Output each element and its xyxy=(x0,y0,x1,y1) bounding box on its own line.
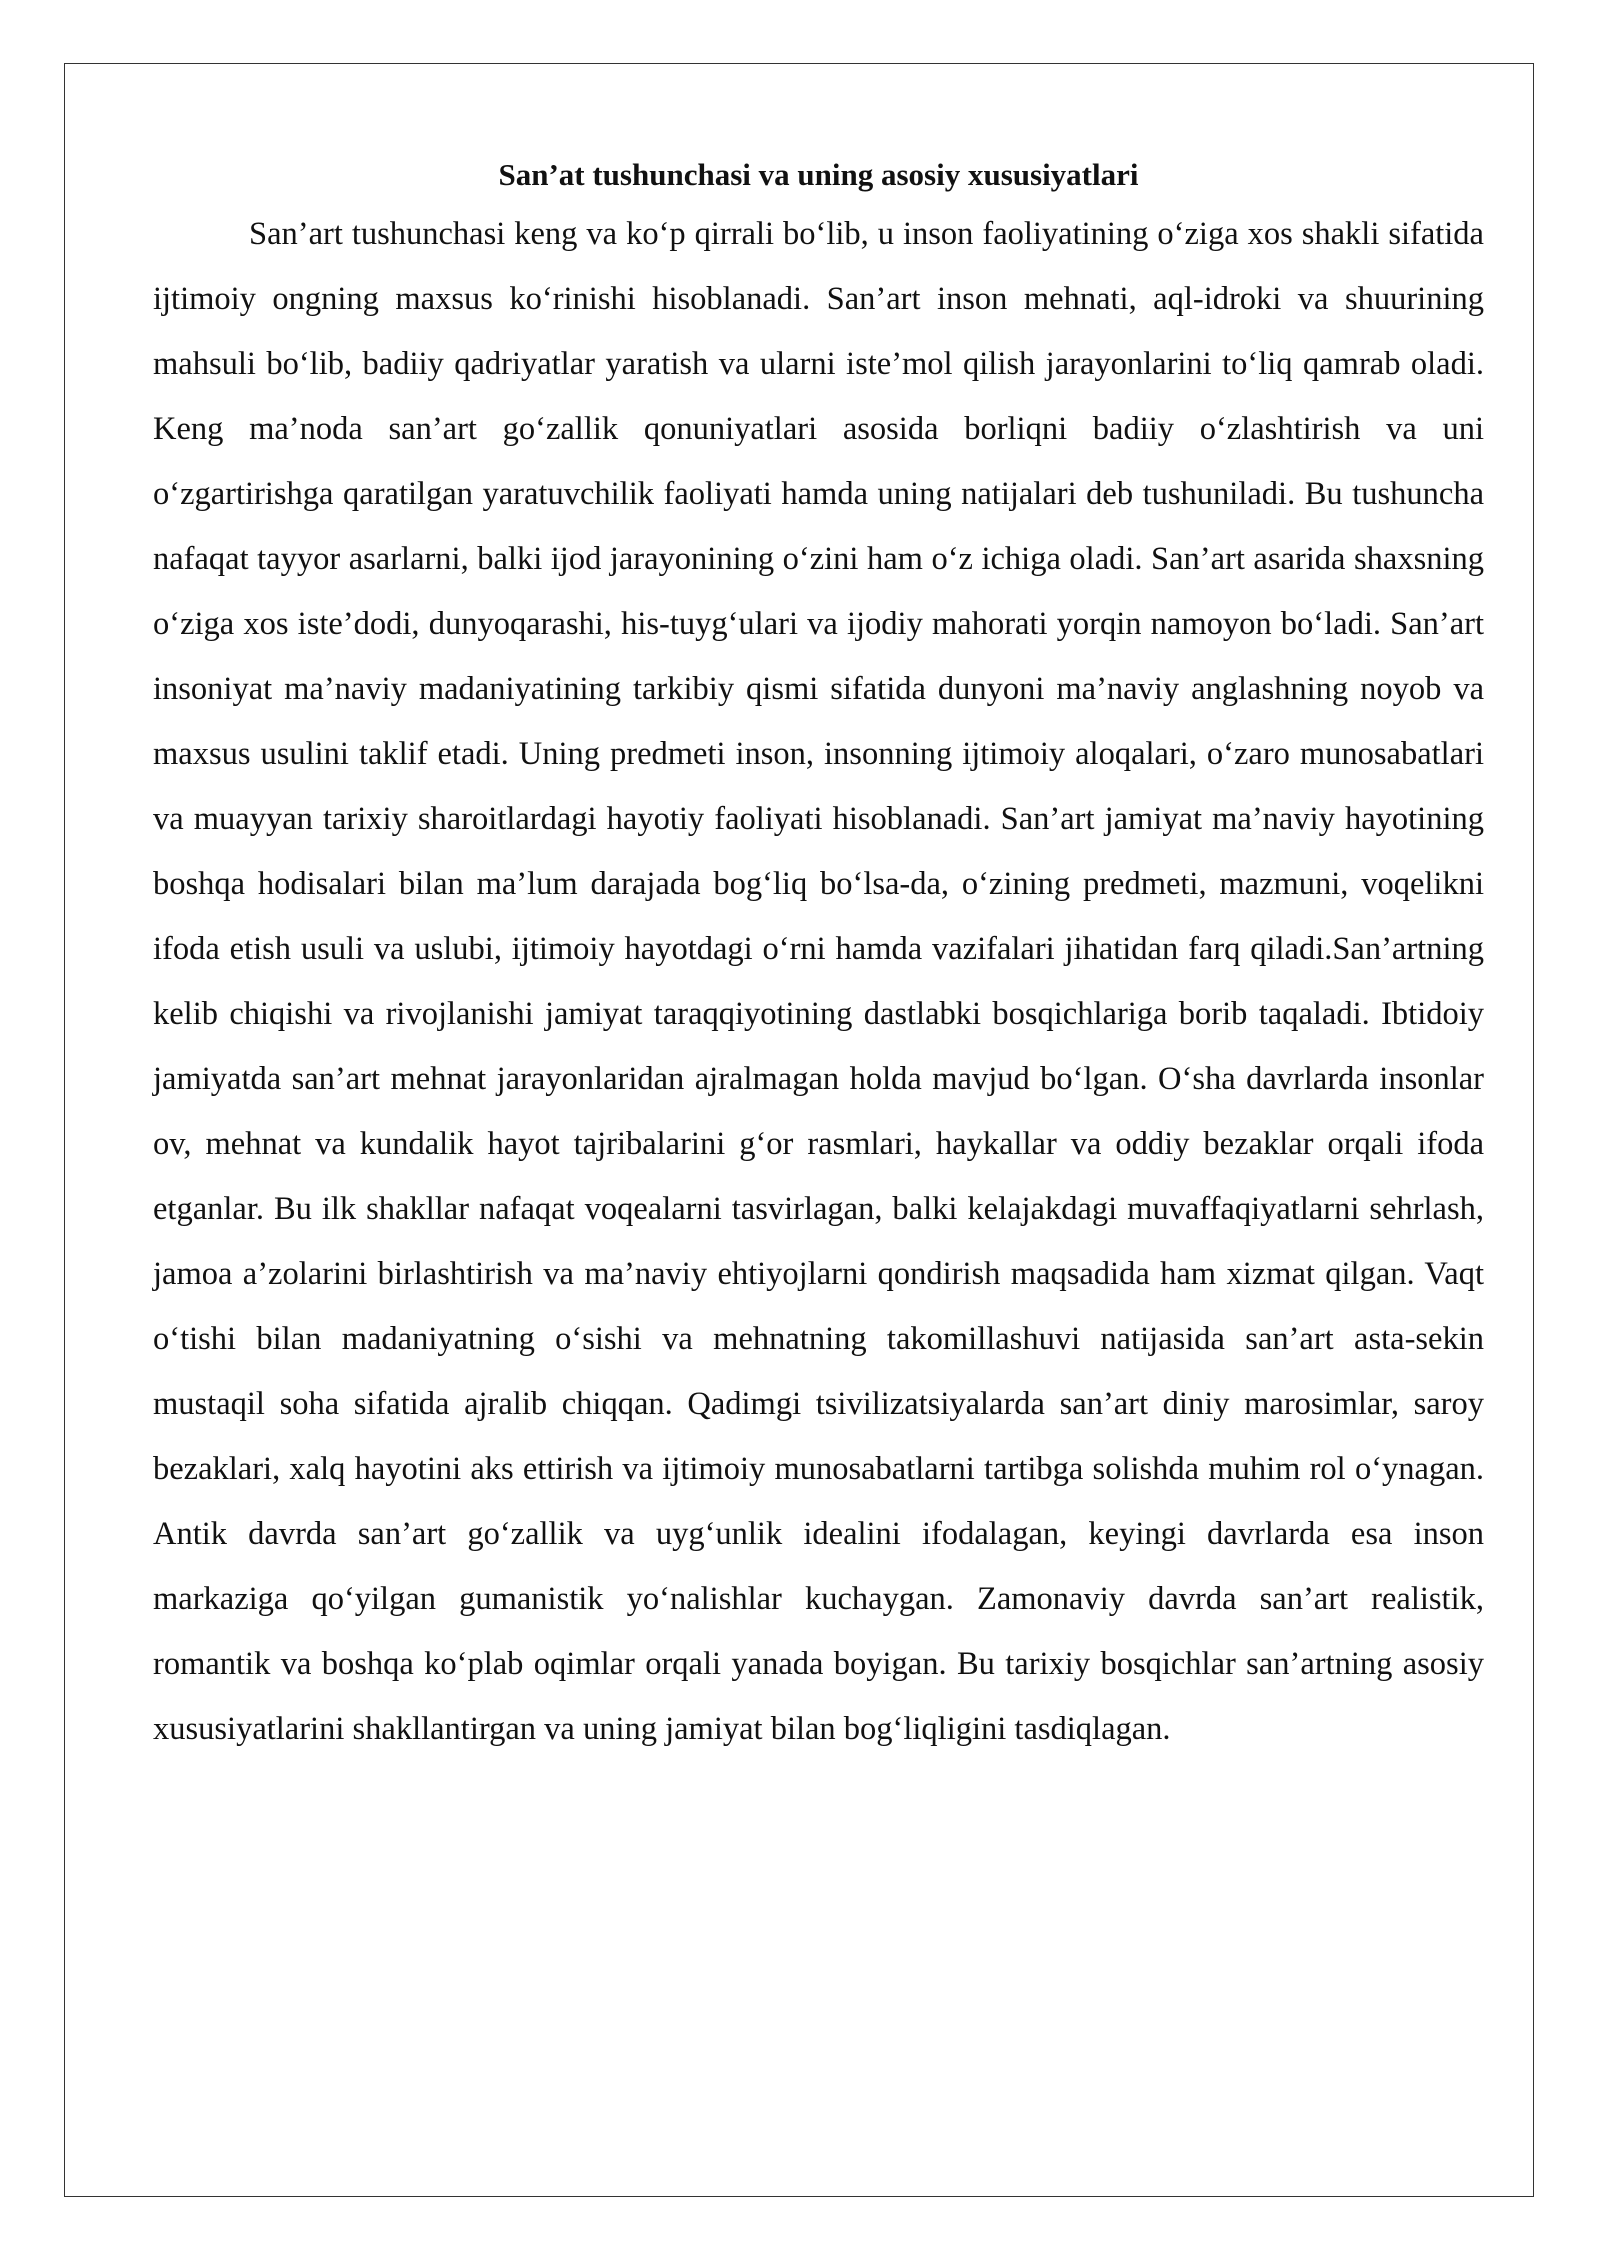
document-title: San’at tushunchasi va uning asosiy xususiyatlari xyxy=(498,157,1139,192)
document-body xyxy=(153,148,1484,1762)
body-paragraph: San’art tushunchasi keng va ko‘p qirrali bo‘lib, u inson faoliyatining o‘ziga xos shakli sifatida ijtimoiy ongning maxsus ko‘rinishi hisoblanadi. San’art inson mehnati, aql-idroki va shuurining mahsuli bo‘lib, badiiy qadriyatlar yaratish va ularni iste’mol qilish jarayonlarini to‘liq qamrab oladi. Keng ma’noda san’art go‘zallik qonuniyatlari asosida borliqni badiiy o‘zlashtirish va uni o‘zgartirishga qaratilgan yaratuvchilik faoliyati hamda uning natijalari deb tushuniladi. Bu tushuncha nafaqat tayyor asarlarni, balki ijod jarayonining o‘zini ham o‘z ichiga oladi. San’art asarida shaxsning o‘ziga xos iste’dodi, dunyoqarashi, his-tuyg‘ulari va ijodiy mahorati yorqin namoyon bo‘ladi. San’art insoniyat ma’naviy madaniyatining tarkibiy qismi sifatida dunyoni ma’naviy anglashning noyob va maxsus usulini taklif etadi. Uning predmeti inson, insonning ijtimoiy aloqalari, o‘zaro munosabatlari va muayyan tarixiy sharoitlardagi hayotiy faoliyati hisoblanadi. San’art jamiyat ma’naviy hayotining boshqa hodisalari bilan ma’lum darajada bog‘liq bo‘lsa-da, o‘zining predmeti, mazmuni, voqelikni ifoda etish usuli va uslubi, ijtimoiy hayotdagi o‘rni hamda vazifalari jihatidan farq qiladi.San’artning kelib chiqishi va rivojlanishi jamiyat taraqqiyotining dastlabki bosqichlariga borib taqaladi. Ibtidoiy jamiyatda san’art mehnat jarayonlaridan ajralmagan holda mavjud bo‘lgan. O‘sha davrlarda insonlar ov, mehnat va kundalik hayot tajribalarini g‘or rasmlari, haykallar va oddiy bezaklar orqali ifoda etganlar. Bu ilk shakllar nafaqat voqealarni tasvirlagan, balki kelajakdagi muvaffaqiyatlarni sehrlash, jamoa a’zolarini birlashtirish va ma’naviy ehtiyojlarni qondirish maqsadida ham xizmat qilgan. Vaqt o‘tishi bilan madaniyatning o‘sishi va mehnatning takomillashuvi natijasida san’art asta-sekin mustaqil soha sifatida ajralib chiqqan. Qadimgi tsivilizatsiyalarda san’art diniy marosimlar, saroy bezaklari, xalq hayotini aks ettirish va ijtimoiy munosabatlarni tartibga solishda muhim rol o‘ynagan. Antik davrda san’art go‘zallik va uyg‘unlik idealini ifodalagan, keyingi davrlarda esa inson markaziga qo‘yilgan gumanistik yo‘nalishlar kuchaygan. Zamonaviy davrda san’art realistik, romantik va boshqa ko‘plab oqimlar orqali yanada boyigan. Bu tarixiy bosqichlar san’artning asosiy xususiyatlarini shakllantirgan va uning jamiyat bilan bog‘liqligini tasdiqlagan. xyxy=(153,216,1484,1747)
